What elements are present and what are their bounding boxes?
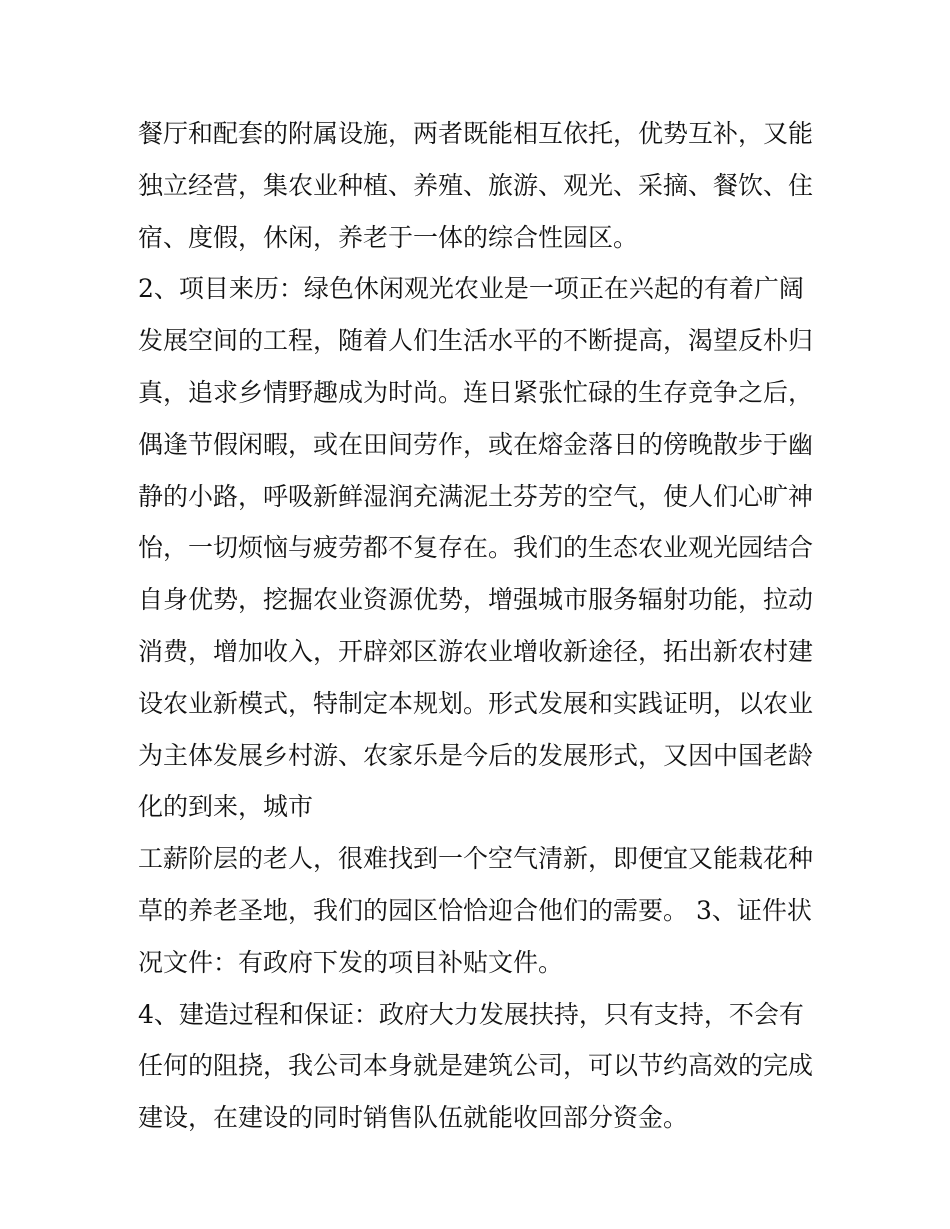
text-line: 工薪阶层的老人，很难找到一个空气清新，即便宜又能栽花种 [138, 844, 814, 874]
text-line: 真，追求乡情野趣成为时尚。连日紧张忙碌的生存竞争之后， [138, 377, 814, 407]
text-line: 化的到来，城市 [138, 792, 314, 822]
text-line: 偶逢节假闲暇，或在田间劳作，或在熔金落日的傍晚散步于幽 [138, 429, 814, 459]
text-line: 2、项目来历：绿色休闲观光农业是一项正在兴起的有着广阔 [138, 274, 804, 304]
text-line: 发展空间的工程，随着人们生活水平的不断提高，渴望反朴归 [138, 326, 814, 356]
text-line: 4、建造过程和保证：政府大力发展扶持，只有支持，不会有 [138, 999, 804, 1029]
text-line: 餐厅和配套的附属设施，两者既能相互依托，优势互补，又能 [138, 119, 814, 148]
text-line: 况文件：有政府下发的项目补贴文件。 [138, 947, 564, 977]
text-line: 草的养老圣地，我们的园区恰恰迎合他们的需要。 3、证件状 [138, 895, 812, 925]
text-line: 任何的阻挠，我公司本身就是建筑公司，可以节约高效的完成 [138, 1051, 814, 1081]
text-line: 为主体发展乡村游、农家乐是今后的发展形式，又因中国老龄 [138, 740, 814, 770]
text-line: 静的小路，呼吸新鲜湿润充满泥土芬芳的空气，使人们心旷神 [138, 481, 814, 511]
body-text [138, 108, 828, 1144]
text-line: 建设，在建设的同时销售队伍就能收回部分资金。 [138, 1103, 689, 1133]
text-line: 怡，一切烦恼与疲劳都不复存在。我们的生态农业观光园结合 [138, 533, 814, 563]
text-line: 宿、度假，休闲，养老于一体的综合性园区。 [138, 222, 639, 252]
text-line: 自身优势，挖掘农业资源优势，增强城市服务辐射功能，拉动 [138, 585, 814, 615]
text-line: 独立经营，集农业种植、养殖、旅游、观光、采摘、餐饮、住 [138, 170, 814, 200]
text-line: 消费，增加收入，开辟郊区游农业增收新途径，拓出新农村建 [138, 636, 814, 666]
text-line: 设农业新模式，特制定本规划。形式发展和实践证明，以农业 [138, 688, 814, 718]
